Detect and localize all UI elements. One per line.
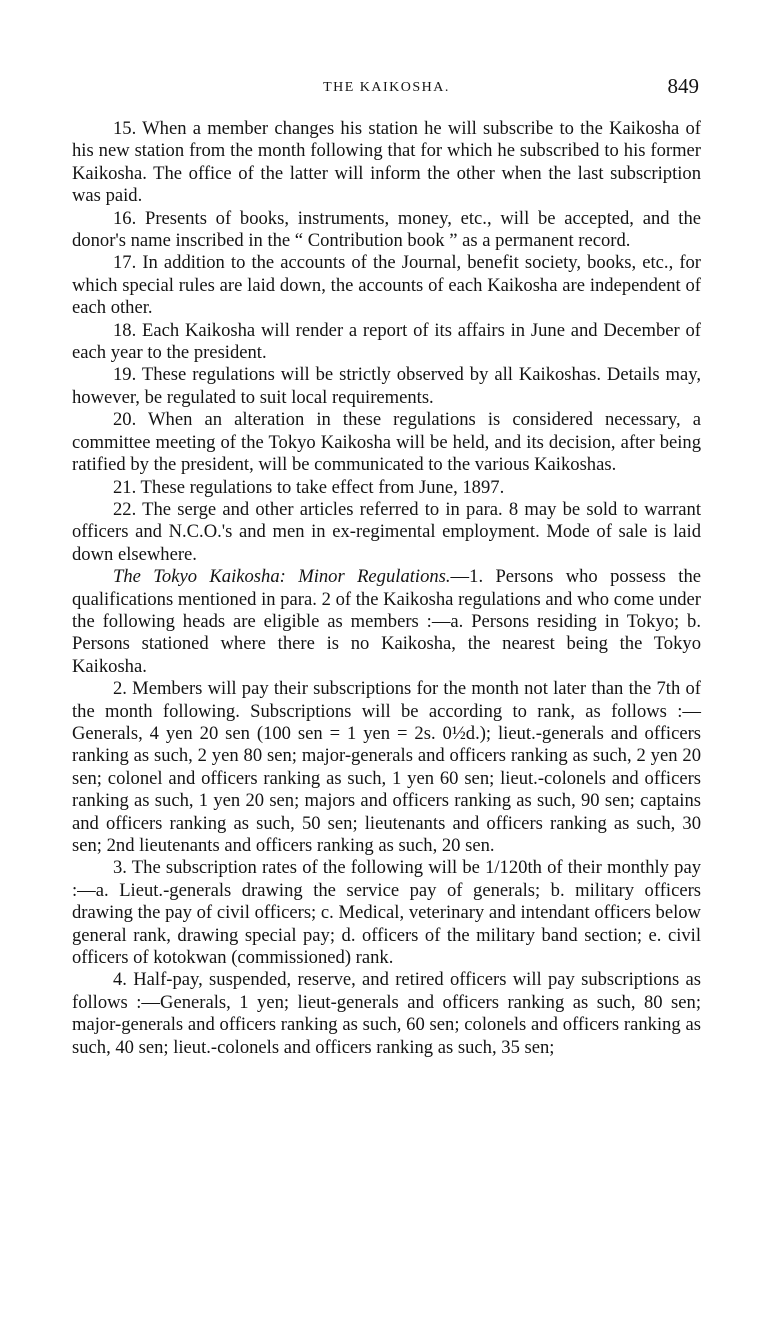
paragraph-text: —1. Persons who possess the qualifications mentioned in para. 2 of the Kaikosha regulations and who come under the following heads are eligible as members :—a. Persons residing in Tokyo; b. Persons stationed where there is no Kaikosha, the nearest being the Tokyo Kaikosha. <box>72 566 701 677</box>
minor-regulations-paragraph-1 <box>72 566 701 678</box>
page-body <box>72 118 701 1059</box>
section-heading: The Tokyo Kaikosha: Minor Regulations. <box>113 566 451 588</box>
paragraph-16: 16. Presents of books, instruments, money, etc., will be accepted, and the donor's name inscribed in the “ Contribution book ” as a permanent record. <box>72 207 701 252</box>
paragraph-21: 21. These regulations to take effect from June, 1897. <box>113 476 505 498</box>
minor-regulations-paragraph-4: 4. Half-pay, suspended, reserve, and retired officers will pay subscriptions as follows :—Generals, 1 yen; lieut-generals and officers ranking as such, 80 sen; major-generals and officers ranking as such, 60 sen; colonels and officers ranking as such, 40 sen; lieut.-colonels and officers ranking as such, 35 sen; <box>72 969 701 1058</box>
paragraph-15: 15. When a member changes his station he will subscribe to the Kaikosha of his new station from the month following that for which he subscribed to his former Kaikosha. The office of the latter will inform the other when the last subscription was paid. <box>72 118 701 207</box>
paragraph-17: 17. In addition to the accounts of the Journal, benefit society, books, etc., for which special rules are laid down, the accounts of each Kaikosha are independent of each other. <box>72 252 701 319</box>
page-header <box>72 74 701 108</box>
paragraph-18: 18. Each Kaikosha will render a report of its affairs in June and December of each year to the president. <box>72 319 701 364</box>
running-title: THE KAIKOSHA. <box>323 80 450 95</box>
book-page <box>72 74 701 1059</box>
page-number: 849 <box>667 74 699 98</box>
minor-regulations-paragraph-3: 3. The subscription rates of the following will be 1/120th of their monthly pay :—a. Lieut.-generals drawing the service pay of generals; b. military officers drawing the pay of civil officers; c. Medical, veterinary and intendant officers below general rank, drawing special pay; d. officers of the military band section; e. civil officers of kotokwan (commissioned) rank. <box>72 857 701 969</box>
minor-regulations-paragraph-2: 2. Members will pay their subscriptions for the month not later than the 7th of the month following. Subscriptions will be according to rank, as follows :—Generals, 4 yen 20 sen (100 sen = 1 yen = 2s. 0½d.); lieut.-generals and officers ranking as such, 2 yen 80 sen; major-generals and officers ranking as such, 2 yen 20 sen; colonel and officers ranking as such, 1 yen 60 sen; lieut.-colonels and officers ranking as such, 1 yen 20 sen; majors and officers ranking as such, 90 sen; captains and officers ranking as such, 50 sen; lieutenants and officers ranking as such, 30 sen; 2nd lieutenants and officers ranking as such, 20 sen. <box>72 678 701 856</box>
paragraph-22: 22. The serge and other articles referred to in para. 8 may be sold to warrant officers and N.C.O.'s and men in ex-regimental employment. Mode of sale is laid down elsewhere. <box>72 498 701 565</box>
paragraph-19: 19. These regulations will be strictly observed by all Kaikoshas. Details may, however, be regulated to suit local requirements. <box>72 364 701 408</box>
paragraph-20: 20. When an alteration in these regulations is considered necessary, a committee meeting of the Tokyo Kaikosha will be held, and its decision, after being ratified by the president, will be communicated to the various Kaikoshas. <box>72 409 701 476</box>
